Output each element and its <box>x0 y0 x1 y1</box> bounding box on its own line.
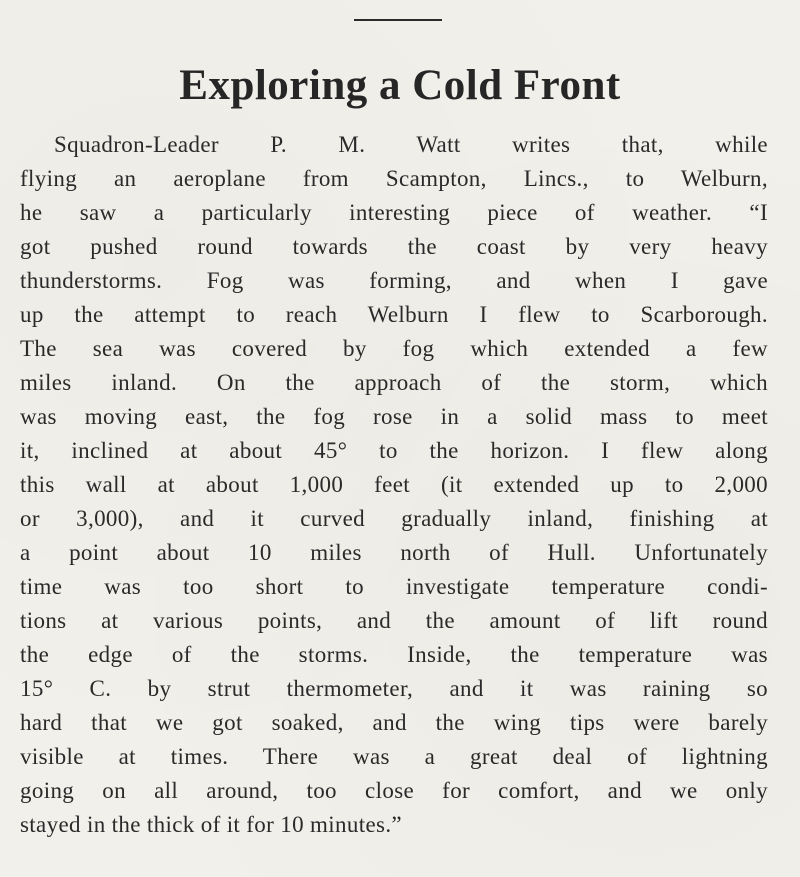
body-line: up the attempt to reach Welburn I flew to Scarborough. <box>20 302 768 327</box>
body-line: miles inland. On the approach of the storm, which <box>20 370 768 395</box>
body-line: visible at times. There was a great deal of lightning <box>20 744 768 769</box>
body-line: was moving east, the fog rose in a solid mass to meet <box>20 404 768 429</box>
body-line: time was too short to investigate temperature condi- <box>20 574 768 599</box>
article-body <box>20 128 768 842</box>
body-line: going on all around, too close for comfort, and we only <box>20 778 768 803</box>
body-line: he saw a particularly interesting piece of weather. “I <box>20 200 768 225</box>
body-line: the edge of the storms. Inside, the temperature was <box>20 642 768 667</box>
body-line: a point about 10 miles north of Hull. Unfortunately <box>20 540 768 565</box>
body-line: got pushed round towards the coast by very heavy <box>20 234 768 259</box>
article-title: Exploring a Cold Front <box>179 62 621 109</box>
body-line: thunderstorms. Fog was forming, and when I gave <box>20 268 768 293</box>
body-line: or 3,000), and it curved gradually inland, finishing at <box>20 506 768 531</box>
body-line: 15° C. by strut thermometer, and it was raining so <box>20 676 768 701</box>
body-line: The sea was covered by fog which extended a few <box>20 336 768 361</box>
body-line: flying an aeroplane from Scampton, Lincs., to Welburn, <box>20 166 768 191</box>
body-line: tions at various points, and the amount of lift round <box>20 608 768 633</box>
body-line: it, inclined at about 45° to the horizon. I flew along <box>20 438 768 463</box>
body-line: this wall at about 1,000 feet (it extended up to 2,000 <box>20 472 768 497</box>
body-line: stayed in the thick of it for 10 minutes.” <box>20 812 402 837</box>
body-line: Squadron-Leader P. M. Watt writes that, while <box>54 132 768 157</box>
top-rule-divider <box>354 19 442 21</box>
body-line: hard that we got soaked, and the wing tips were barely <box>20 710 768 735</box>
